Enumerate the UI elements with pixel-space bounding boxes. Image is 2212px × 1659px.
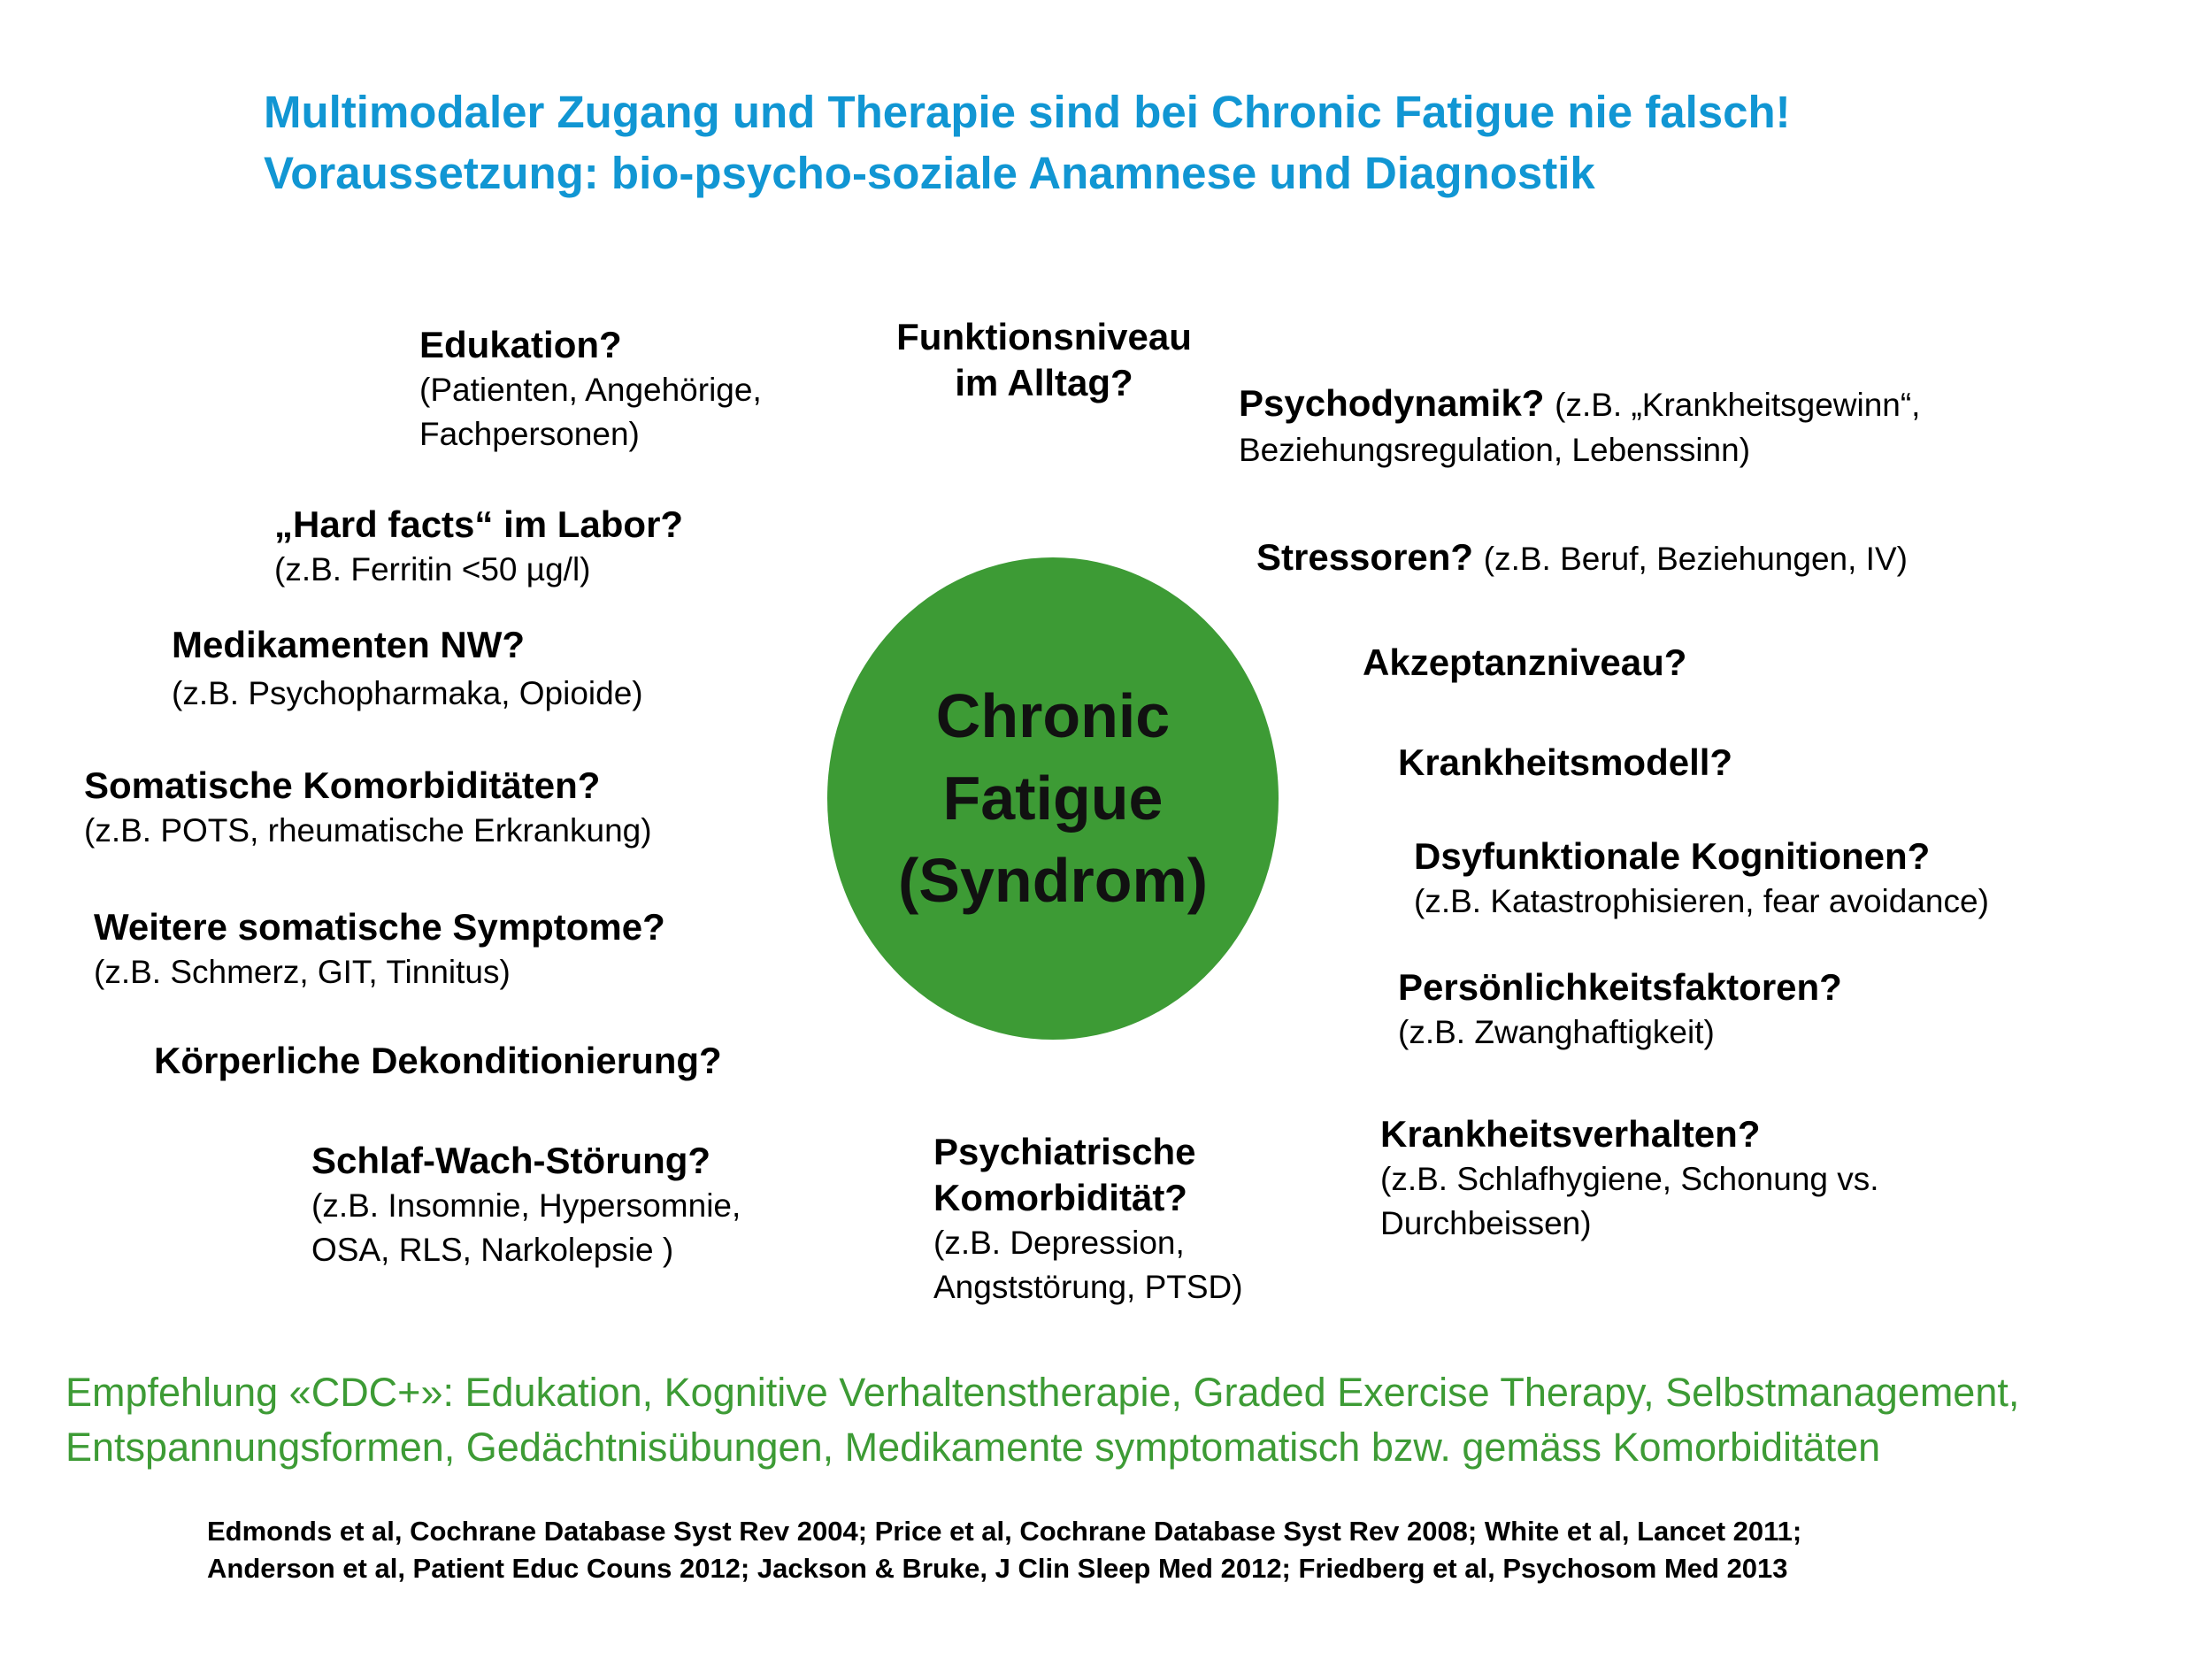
node-title-line: Funktionsniveau [896, 316, 1192, 357]
node-detail: (z.B. Insomnie, Hypersomnie, [311, 1187, 741, 1224]
node-title: „Hard facts“ im Labor? [274, 503, 684, 545]
node-medikamente [172, 622, 643, 716]
chronic-fatigue-circle [827, 557, 1279, 1040]
node-detail: (Patienten, Angehörige, [419, 372, 762, 408]
node-detail: (z.B. Zwanghaftigkeit) [1398, 1014, 1715, 1050]
node-stressoren [1256, 534, 1908, 582]
node-title [1239, 380, 1920, 428]
node-title: Akzeptanzniveau? [1363, 641, 1687, 683]
references-line-2: Anderson et al, Patient Educ Couns 2012; Jackson & Bruke, J Clin Sleep Med 2012; Friedberg et al, Psychosom Med 2013 [207, 1553, 1788, 1584]
circle-label [898, 675, 1208, 922]
node-title: Edukation? [419, 324, 622, 365]
node-dekonditionierung [154, 1038, 722, 1084]
headline-line-1: Multimodaler Zugang und Therapie sind bei Chronic Fatigue nie falsch! [264, 87, 1791, 137]
node-title: Krankheitsmodell? [1398, 741, 1733, 783]
node-title: Schlaf-Wach-Störung? [311, 1140, 711, 1181]
node-title: Dsyfunktionale Kognitionen? [1414, 835, 1931, 877]
circle-label-line-1: Chronic [935, 681, 1171, 750]
node-title-line: im Alltag? [955, 362, 1133, 403]
node-somatische-komorbiditaeten [84, 763, 652, 853]
node-psychiatrische-komorbiditaet [933, 1129, 1243, 1310]
headline-line-2: Voraussetzung: bio-psycho-soziale Anamnese und Diagnostik [264, 148, 1595, 198]
node-title: Medikamenten NW? [172, 624, 526, 665]
recommendation-line-1: Empfehlung «CDC+»: Edukation, Kognitive Verhaltenstherapie, Graded Exercise Therapy, Selbstmanagement, [65, 1370, 2020, 1415]
node-title-line: Komorbidität? [933, 1177, 1187, 1218]
headline [264, 81, 2166, 204]
node-title-line: Psychiatrische [933, 1131, 1196, 1172]
node-persoenlichkeitsfaktoren [1398, 964, 1842, 1055]
node-detail: Fachpersonen) [419, 416, 640, 452]
node-dysfunktionale-kognitionen [1414, 833, 1989, 924]
node-detail: (z.B. POTS, rheumatische Erkrankung) [84, 812, 652, 849]
node-detail: OSA, RLS, Narkolepsie ) [311, 1232, 674, 1268]
node-inline-detail: (z.B. „Krankheitsgewinn“, [1555, 387, 1921, 423]
references-line-1: Edmonds et al, Cochrane Database Syst Rev 2004; Price et al, Cochrane Database Syst Rev 2008; White et al, Lancet 2011; [207, 1516, 1802, 1547]
node-title: Krankheitsverhalten? [1380, 1113, 1761, 1155]
node-detail: Durchbeissen) [1380, 1205, 1592, 1241]
node-title-text: Psychodynamik? [1239, 382, 1545, 424]
recommendation [65, 1365, 2189, 1475]
node-detail: (z.B. Schmerz, GIT, Tinnitus) [94, 954, 511, 990]
node-weitere-symptome [94, 904, 665, 995]
recommendation-line-2: Entspannungsformen, Gedächtnisübungen, Medikamente symptomatisch bzw. gemäss Komorbiditäten [65, 1425, 1881, 1470]
node-krankheitsverhalten [1380, 1111, 1879, 1246]
node-title [1256, 534, 1908, 582]
node-hard-facts [274, 502, 683, 592]
node-psychodynamik [1239, 380, 1920, 472]
node-title: Weitere somatische Symptome? [94, 906, 665, 948]
node-detail: Beziehungsregulation, Lebenssinn) [1239, 432, 1751, 468]
node-title: Körperliche Dekonditionierung? [154, 1040, 722, 1081]
node-edukation [419, 322, 762, 457]
node-akzeptanzniveau [1363, 640, 1686, 686]
node-detail: (z.B. Ferritin <50 µg/l) [274, 551, 591, 588]
circle-label-line-3: (Syndrom) [898, 846, 1208, 915]
node-krankheitsmodell [1398, 740, 1732, 786]
node-detail: (z.B. Katastrophisieren, fear avoidance) [1414, 883, 1989, 919]
node-detail: (z.B. Depression, [933, 1225, 1185, 1261]
node-detail: (z.B. Psychopharmaka, Opioide) [172, 675, 643, 711]
node-funktionsniveau [863, 314, 1225, 406]
node-title-text: Stressoren? [1256, 536, 1474, 578]
references [207, 1513, 2180, 1587]
node-title: Somatische Komorbiditäten? [84, 764, 601, 806]
node-title: Persönlichkeitsfaktoren? [1398, 966, 1842, 1008]
node-schlaf-wach [311, 1138, 741, 1272]
node-detail: Angststörung, PTSD) [933, 1269, 1243, 1305]
node-inline-detail: (z.B. Beruf, Beziehungen, IV) [1483, 541, 1908, 577]
node-detail: (z.B. Schlafhygiene, Schonung vs. [1380, 1161, 1879, 1197]
circle-label-line-2: Fatigue [942, 764, 1164, 833]
